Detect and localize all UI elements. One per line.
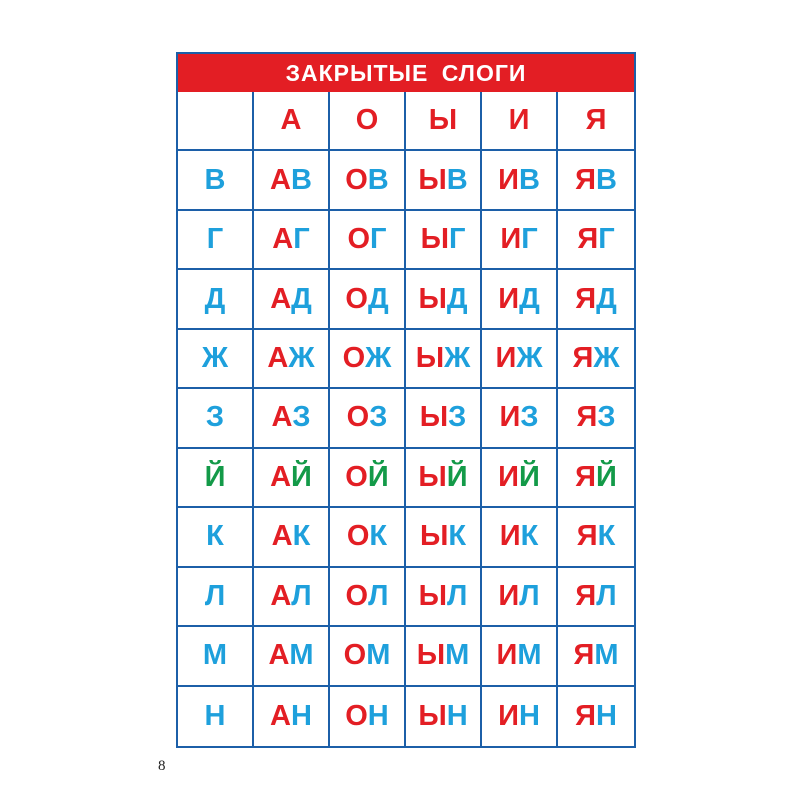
syllable-vowel: А bbox=[272, 223, 294, 256]
syllable-consonant: В bbox=[367, 163, 389, 196]
syllable-consonant: В bbox=[446, 163, 468, 196]
consonant-header-cell bbox=[178, 151, 254, 210]
syllable-cell bbox=[482, 568, 558, 627]
syllable-consonant: М bbox=[366, 639, 391, 672]
consonant-header-cell bbox=[178, 627, 254, 686]
syllable-cell bbox=[330, 270, 406, 329]
syllable-consonant: К bbox=[597, 520, 616, 553]
syllable-vowel: Я bbox=[575, 460, 596, 493]
syllable-cell bbox=[254, 687, 330, 746]
syllable-cell bbox=[482, 508, 558, 567]
syllable-cell bbox=[254, 211, 330, 270]
syllable-consonant: В bbox=[595, 163, 617, 196]
syllable-vowel: И bbox=[498, 699, 519, 732]
syllable-cell bbox=[330, 151, 406, 210]
syllable-vowel: И bbox=[499, 401, 521, 434]
syllable-vowel: И bbox=[496, 639, 518, 672]
syllable-vowel: О bbox=[345, 579, 369, 612]
syllable-cell bbox=[406, 449, 482, 508]
vowel-header-cell bbox=[482, 92, 558, 151]
consonant-letter: Н bbox=[204, 699, 226, 732]
syllable-cell bbox=[558, 627, 634, 686]
syllable-consonant: Л bbox=[596, 579, 617, 612]
syllable-cell bbox=[254, 508, 330, 567]
syllable-consonant: З bbox=[597, 401, 616, 434]
consonant-letter: Ж bbox=[201, 342, 229, 375]
syllable-vowel: Ы bbox=[419, 401, 449, 434]
syllable-vowel: И bbox=[499, 520, 521, 553]
consonant-letter: Й bbox=[204, 460, 226, 493]
consonant-header-cell bbox=[178, 389, 254, 448]
syllable-table bbox=[176, 52, 636, 748]
syllable-cell bbox=[330, 449, 406, 508]
syllable-cell bbox=[482, 687, 558, 746]
syllable-consonant: Ж bbox=[444, 342, 471, 375]
syllable-cell bbox=[558, 211, 634, 270]
syllable-vowel: О bbox=[346, 520, 370, 553]
consonant-letter: В bbox=[204, 163, 226, 196]
syllable-vowel: А bbox=[270, 282, 292, 315]
syllable-consonant: З bbox=[292, 401, 311, 434]
syllable-consonant: З bbox=[369, 401, 388, 434]
syllable-cell bbox=[558, 389, 634, 448]
corner-cell bbox=[178, 92, 254, 151]
syllable-cell bbox=[254, 389, 330, 448]
syllable-consonant: К bbox=[448, 520, 467, 553]
syllable-vowel: И bbox=[498, 460, 519, 493]
page-number: 8 bbox=[158, 758, 166, 774]
syllable-vowel: О bbox=[345, 163, 368, 196]
syllable-vowel: О bbox=[345, 460, 368, 493]
syllable-vowel: А bbox=[270, 699, 291, 732]
syllable-consonant: Й bbox=[446, 460, 468, 493]
syllable-cell bbox=[406, 508, 482, 567]
syllable-consonant: В bbox=[518, 163, 540, 196]
syllable-cell bbox=[254, 449, 330, 508]
syllable-vowel: О bbox=[347, 223, 371, 256]
vowel-header-cell bbox=[558, 92, 634, 151]
syllable-consonant: Д bbox=[596, 282, 617, 315]
syllable-consonant: Л bbox=[291, 579, 312, 612]
syllable-consonant: М bbox=[517, 639, 542, 672]
syllable-vowel: А bbox=[271, 401, 293, 434]
syllable-consonant: Й bbox=[291, 460, 312, 493]
syllable-cell bbox=[558, 568, 634, 627]
consonant-header-cell bbox=[178, 568, 254, 627]
consonant-header-cell bbox=[178, 211, 254, 270]
consonant-header-cell bbox=[178, 687, 254, 746]
vowel-letter: И bbox=[508, 104, 530, 137]
syllable-consonant: Г bbox=[598, 223, 615, 256]
syllable-vowel: А bbox=[271, 520, 293, 553]
syllable-cell bbox=[406, 687, 482, 746]
syllable-consonant: М bbox=[445, 639, 470, 672]
syllable-vowel: Ы bbox=[416, 639, 446, 672]
syllable-vowel: И bbox=[500, 223, 522, 256]
syllable-consonant: Д bbox=[519, 282, 540, 315]
syllable-consonant: Н bbox=[595, 699, 617, 732]
syllable-cell bbox=[558, 449, 634, 508]
syllable-cell bbox=[330, 330, 406, 389]
syllable-cell bbox=[254, 151, 330, 210]
syllable-consonant: Н bbox=[518, 699, 540, 732]
syllable-vowel: Я bbox=[572, 342, 594, 375]
syllable-vowel: Ы bbox=[419, 520, 449, 553]
syllable-vowel: О bbox=[345, 282, 368, 315]
syllable-vowel: Я bbox=[575, 579, 597, 612]
consonant-letter: М bbox=[202, 639, 228, 672]
syllable-cell bbox=[482, 389, 558, 448]
syllable-cell bbox=[330, 687, 406, 746]
vowel-header-cell bbox=[406, 92, 482, 151]
syllable-consonant: Л bbox=[519, 579, 540, 612]
syllable-cell bbox=[482, 330, 558, 389]
syllable-cell bbox=[482, 151, 558, 210]
syllable-vowel: Я bbox=[575, 699, 596, 732]
syllable-consonant: Ж bbox=[593, 342, 620, 375]
syllable-vowel: Ы bbox=[418, 282, 447, 315]
syllable-grid bbox=[178, 92, 634, 746]
syllable-consonant: З bbox=[448, 401, 467, 434]
syllable-vowel: А bbox=[267, 342, 289, 375]
syllable-vowel: Ы bbox=[415, 342, 445, 375]
syllable-vowel: Ы bbox=[418, 460, 447, 493]
syllable-cell bbox=[406, 568, 482, 627]
vowel-letter: Я bbox=[585, 104, 607, 137]
syllable-consonant: Н bbox=[367, 699, 389, 732]
syllable-vowel: Ы bbox=[420, 223, 449, 256]
syllable-consonant: К bbox=[369, 520, 388, 553]
syllable-cell bbox=[406, 389, 482, 448]
syllable-consonant: Й bbox=[596, 460, 617, 493]
syllable-consonant: М bbox=[289, 639, 314, 672]
syllable-vowel: Я bbox=[573, 639, 595, 672]
syllable-vowel: О bbox=[346, 401, 370, 434]
syllable-vowel: И bbox=[498, 163, 519, 196]
consonant-letter: Д bbox=[204, 282, 226, 315]
syllable-cell bbox=[482, 270, 558, 329]
syllable-cell bbox=[254, 330, 330, 389]
syllable-vowel: И bbox=[498, 579, 520, 612]
consonant-letter: З bbox=[205, 401, 225, 434]
syllable-consonant: Ж bbox=[365, 342, 392, 375]
syllable-vowel: О bbox=[345, 699, 368, 732]
syllable-consonant: З bbox=[520, 401, 539, 434]
syllable-vowel: О bbox=[343, 639, 367, 672]
syllable-cell bbox=[482, 449, 558, 508]
syllable-vowel: Ы bbox=[418, 579, 448, 612]
vowel-header-cell bbox=[254, 92, 330, 151]
syllable-cell bbox=[406, 211, 482, 270]
syllable-consonant: Л bbox=[447, 579, 468, 612]
syllable-cell bbox=[406, 270, 482, 329]
syllable-consonant: Д bbox=[446, 282, 468, 315]
syllable-cell bbox=[406, 627, 482, 686]
vowel-letter: Ы bbox=[428, 104, 458, 137]
syllable-cell bbox=[558, 687, 634, 746]
syllable-cell bbox=[482, 627, 558, 686]
syllable-cell bbox=[558, 330, 634, 389]
syllable-vowel: И bbox=[495, 342, 517, 375]
syllable-vowel: О bbox=[342, 342, 366, 375]
syllable-consonant: Г bbox=[370, 223, 387, 256]
consonant-header-cell bbox=[178, 330, 254, 389]
syllable-vowel: Ы bbox=[418, 699, 447, 732]
syllable-consonant: Г bbox=[293, 223, 310, 256]
syllable-cell bbox=[330, 568, 406, 627]
syllable-cell bbox=[558, 508, 634, 567]
syllable-vowel: Я bbox=[576, 520, 598, 553]
syllable-cell bbox=[254, 270, 330, 329]
consonant-letter: Г bbox=[206, 223, 224, 256]
syllable-cell bbox=[330, 389, 406, 448]
syllable-vowel: Я bbox=[576, 401, 598, 434]
syllable-cell bbox=[406, 151, 482, 210]
syllable-cell bbox=[406, 330, 482, 389]
syllable-consonant: Д bbox=[291, 282, 312, 315]
syllable-consonant: Ж bbox=[288, 342, 315, 375]
syllable-vowel: Ы bbox=[418, 163, 447, 196]
syllable-cell bbox=[558, 270, 634, 329]
syllable-cell bbox=[482, 211, 558, 270]
vowel-letter: О bbox=[355, 104, 379, 137]
syllable-consonant: Д bbox=[367, 282, 389, 315]
syllable-consonant: К bbox=[520, 520, 539, 553]
syllable-consonant: Ж bbox=[516, 342, 543, 375]
syllable-vowel: Я bbox=[575, 282, 597, 315]
consonant-header-cell bbox=[178, 449, 254, 508]
syllable-consonant: Й bbox=[367, 460, 389, 493]
consonant-letter: Л bbox=[204, 579, 226, 612]
syllable-consonant: Г bbox=[521, 223, 538, 256]
syllable-cell bbox=[330, 508, 406, 567]
syllable-cell bbox=[558, 151, 634, 210]
syllable-consonant: Л bbox=[368, 579, 389, 612]
syllable-vowel: Я bbox=[575, 163, 596, 196]
syllable-cell bbox=[330, 211, 406, 270]
vowel-letter: А bbox=[280, 104, 302, 137]
syllable-consonant: Й bbox=[519, 460, 540, 493]
syllable-vowel: А bbox=[270, 163, 291, 196]
syllable-vowel: А bbox=[270, 579, 292, 612]
vowel-header-cell bbox=[330, 92, 406, 151]
consonant-header-cell bbox=[178, 270, 254, 329]
syllable-consonant: М bbox=[594, 639, 619, 672]
syllable-cell bbox=[254, 627, 330, 686]
consonant-letter: К bbox=[206, 520, 224, 553]
syllable-vowel: А bbox=[268, 639, 290, 672]
consonant-header-cell bbox=[178, 508, 254, 567]
syllable-consonant: Г bbox=[448, 223, 466, 256]
syllable-consonant: К bbox=[292, 520, 311, 553]
syllable-consonant: В bbox=[291, 163, 312, 196]
syllable-cell bbox=[254, 568, 330, 627]
syllable-vowel: И bbox=[498, 282, 520, 315]
syllable-consonant: Н bbox=[446, 699, 468, 732]
syllable-vowel: А bbox=[270, 460, 292, 493]
syllable-cell bbox=[330, 627, 406, 686]
syllable-vowel: Я bbox=[577, 223, 599, 256]
table-title: ЗАКРЫТЫЕ СЛОГИ bbox=[178, 54, 634, 92]
syllable-consonant: Н bbox=[291, 699, 312, 732]
